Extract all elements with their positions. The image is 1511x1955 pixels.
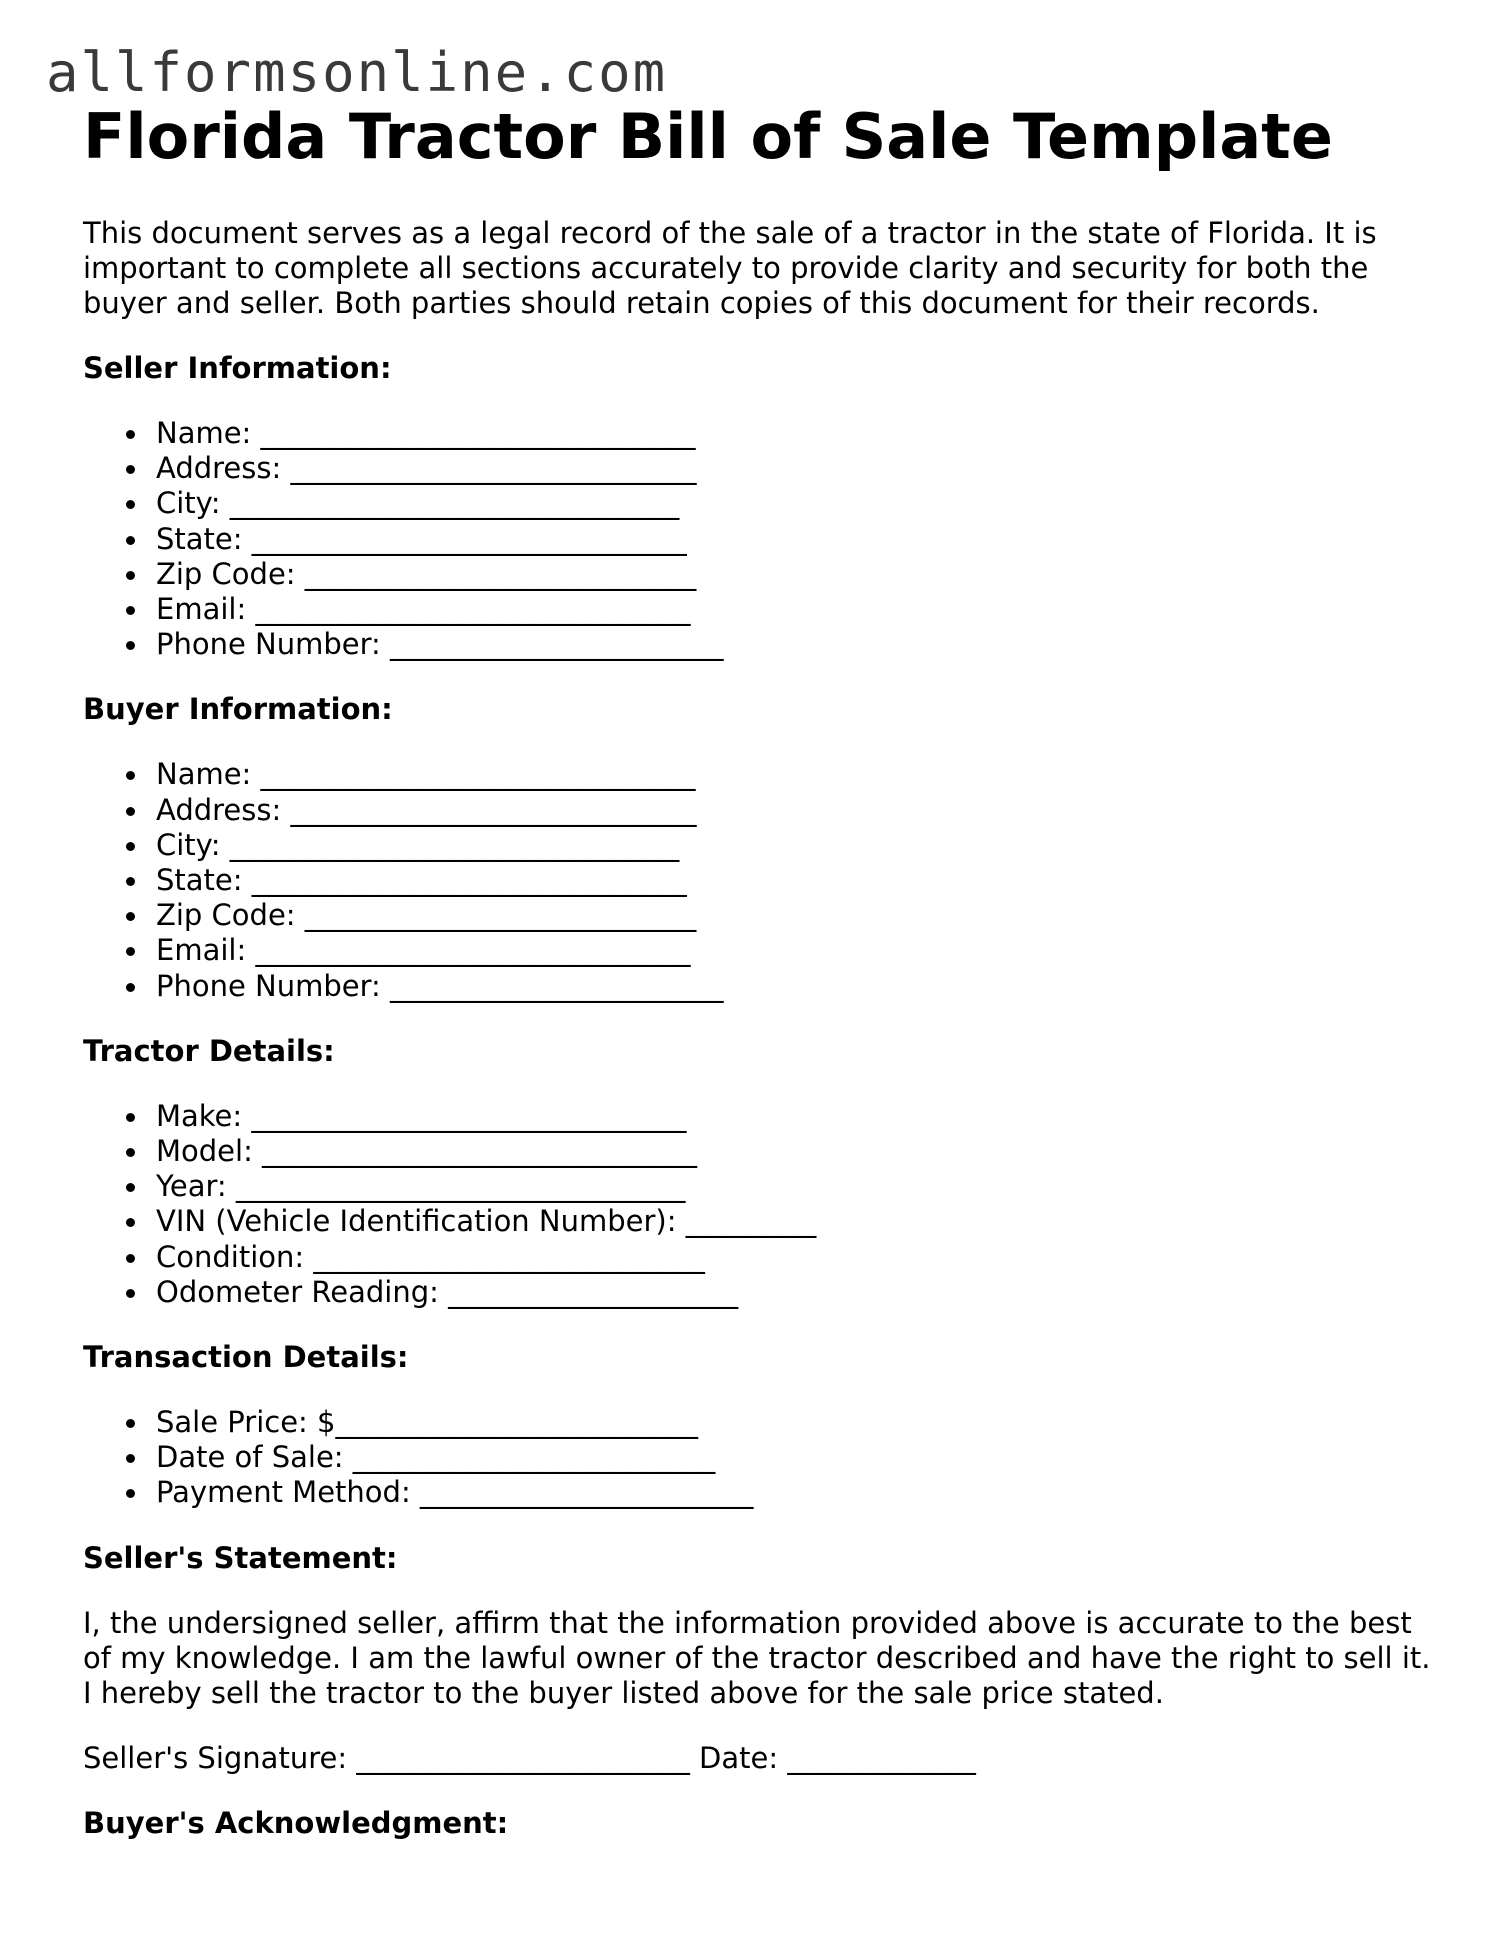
site-watermark: allformsonline.com — [46, 41, 668, 104]
seller-address-field: Address: ____________________________ — [83, 451, 1443, 486]
sale-price-field: Sale Price: $_________________________ — [83, 1405, 1443, 1440]
buyer-information-list — [83, 757, 1443, 1003]
buyer-city-field: City: _______________________________ — [83, 828, 1443, 863]
seller-signature-line: Seller's Signature: _______________________ Date: _____________ — [83, 1740, 976, 1775]
payment-method-field: Payment Method: _______________________ — [83, 1475, 1443, 1510]
tractor-year-field: Year: _______________________________ — [83, 1169, 1443, 1204]
tractor-condition-field: Condition: ___________________________ — [83, 1240, 1443, 1275]
buyer-state-field: State: ______________________________ — [83, 863, 1443, 898]
transaction-details-heading: Transaction Details: — [83, 1340, 409, 1375]
seller-statement-heading: Seller's Statement: — [83, 1540, 398, 1575]
transaction-details-list — [83, 1405, 1443, 1511]
tractor-details-list — [83, 1099, 1443, 1310]
date-of-sale-field: Date of Sale: _________________________ — [83, 1440, 1443, 1475]
buyer-email-field: Email: ______________________________ — [83, 933, 1443, 968]
buyer-acknowledgment-heading: Buyer's Acknowledgment: — [83, 1805, 509, 1840]
buyer-phone-field: Phone Number: _______________________ — [83, 969, 1443, 1004]
buyer-address-field: Address: ____________________________ — [83, 793, 1443, 828]
bill-of-sale-document — [83, 100, 1443, 1871]
seller-zip-field: Zip Code: ___________________________ — [83, 557, 1443, 592]
tractor-model-field: Model: ______________________________ — [83, 1134, 1443, 1169]
tractor-vin-field: VIN (Vehicle Identification Number): _________ — [83, 1204, 1443, 1239]
seller-information-list — [83, 416, 1443, 662]
seller-statement-text: I, the undersigned seller, affirm that the information provided above is accurate to the best of my knowledge. I am the lawful owner of the tractor described and have the right to sell it. I hereby sell the tractor to the buyer listed above for the sale price stated. — [83, 1605, 1431, 1710]
seller-information-heading: Seller Information: — [83, 351, 392, 385]
tractor-details-heading: Tractor Details: — [83, 1033, 335, 1068]
seller-state-field: State: ______________________________ — [83, 522, 1443, 557]
seller-name-field: Name: ______________________________ — [83, 416, 1443, 451]
tractor-make-field: Make: ______________________________ — [83, 1099, 1443, 1134]
seller-email-field: Email: ______________________________ — [83, 592, 1443, 627]
intro-paragraph: This document serves as a legal record of the sale of a tractor in the state of Florida. It is important to complete all sections accurately to provide clarity and security for both the buyer and seller. Both parties should retain copies of this document for their records. — [83, 216, 1377, 320]
document-title: Florida Tractor Bill of Sale Template — [83, 100, 1333, 173]
buyer-zip-field: Zip Code: ___________________________ — [83, 898, 1443, 933]
seller-phone-field: Phone Number: _______________________ — [83, 627, 1443, 662]
buyer-information-heading: Buyer Information: — [83, 692, 393, 727]
tractor-odometer-field: Odometer Reading: ____________________ — [83, 1275, 1443, 1310]
seller-city-field: City: _______________________________ — [83, 486, 1443, 521]
buyer-name-field: Name: ______________________________ — [83, 757, 1443, 792]
